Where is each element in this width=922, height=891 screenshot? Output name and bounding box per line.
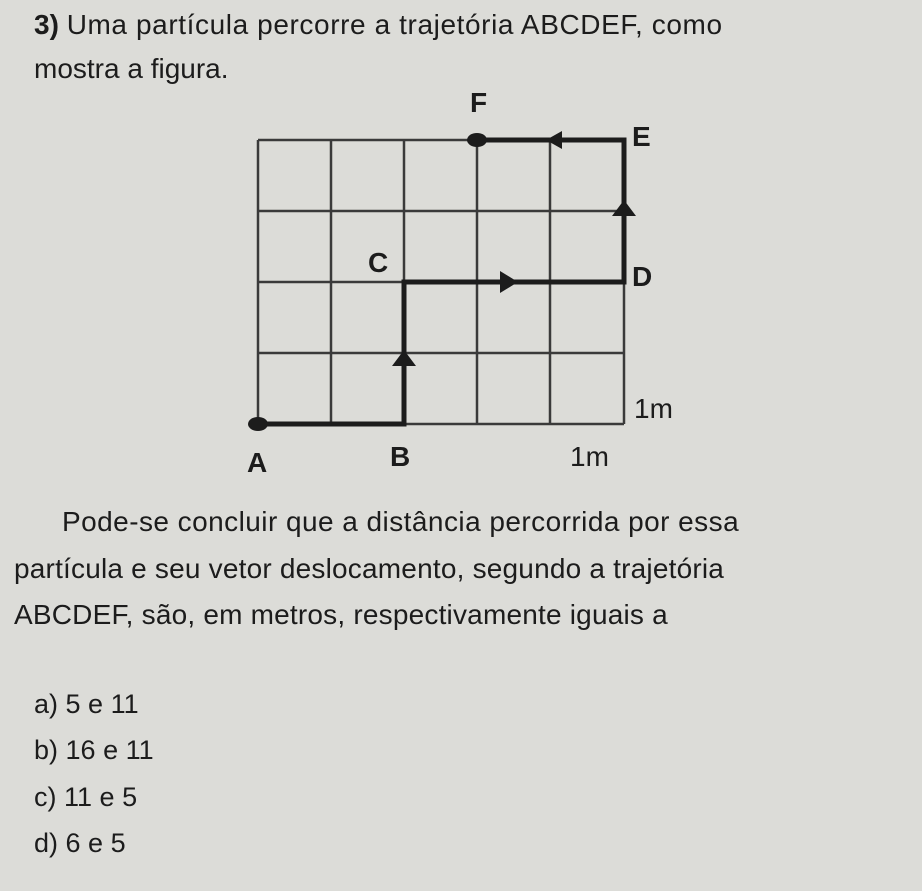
label-b: B [390,441,411,472]
option-a[interactable] [34,688,139,720]
scale-vertical-label: 1m [634,393,673,424]
question-body-3: ABCDEF, são, em metros, respectivamente iguais a [14,599,668,630]
point-f-dot [467,133,487,147]
option-letter: d) [34,828,59,858]
option-text: 5 e 11 [65,689,139,719]
option-letter: c) [34,782,57,812]
option-b[interactable] [34,734,154,766]
arrow-up-icon [612,200,636,216]
point-a-dot [248,417,268,431]
question-stem-1: Uma partícula percorre a trajetória ABCDEF, como [66,9,723,40]
question-body-2: partícula e seu vetor deslocamento, segundo a trajetória [14,553,725,584]
option-text: 11 e 5 [64,782,138,812]
arrow-left-icon [546,131,562,149]
option-text: 16 e 11 [65,735,154,765]
question-number: 3) [34,9,59,40]
arrow-right-icon [500,271,518,293]
option-letter: a) [34,689,59,719]
label-a: A [247,447,268,478]
option-letter: b) [34,735,59,765]
label-f: F [470,87,488,118]
option-d[interactable] [34,827,126,859]
question-body-1: Pode-se concluir que a distância percorrida por essa [62,506,740,537]
option-c[interactable] [34,781,137,813]
label-d: D [632,261,653,292]
option-text: 6 e 5 [65,828,126,858]
scale-horizontal-label: 1m [570,441,609,472]
label-c: C [368,247,389,278]
label-e: E [632,121,651,152]
question-stem-2: mostra a figura. [34,53,229,84]
